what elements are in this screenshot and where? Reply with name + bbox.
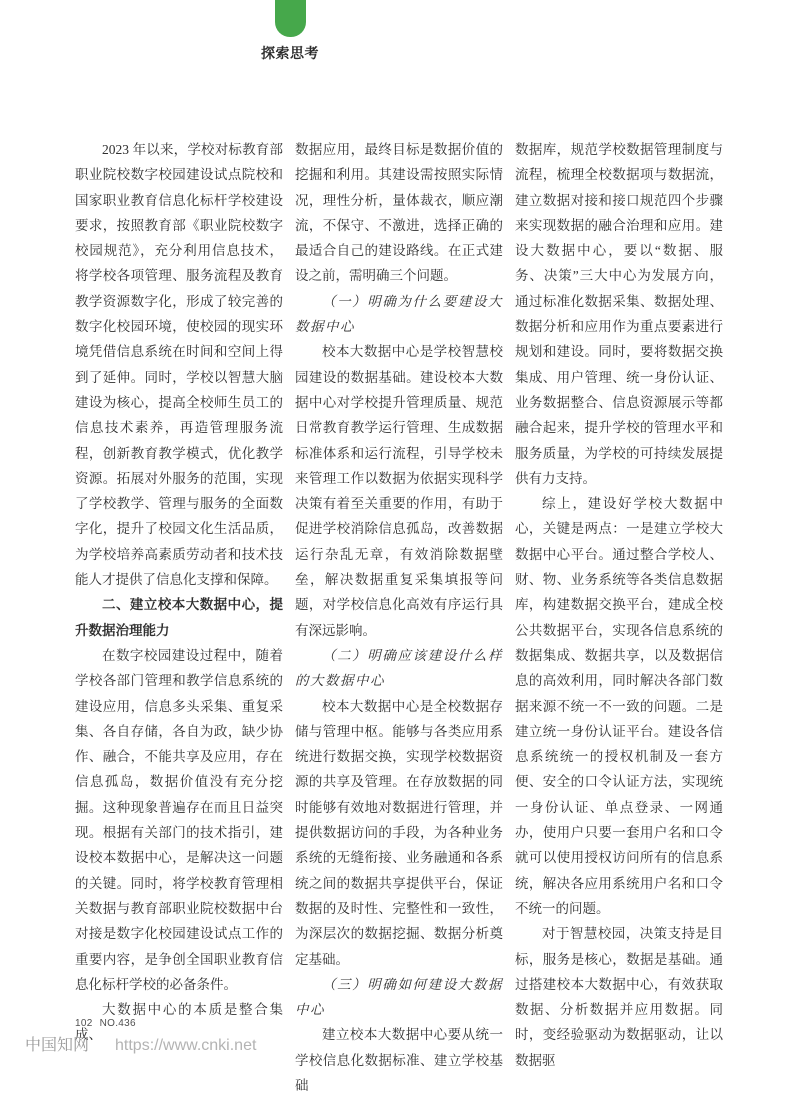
paragraph-start: 建立校本大数据中心要从统一学校信息化数据标准、建立学校基础 xyxy=(295,1027,503,1093)
paragraph-intro: 2023 年以来，学校对标教育部职业院校数字校园建设试点院校和国家职业教育信息化标杆学校建设要求，按照教育部《职业院校数字校园规范》，充分利用信息技术，将学校各项管理、服务流程及教育教学资源数字化，形成了较完善的数字化校园环境，使校园的现实环境凭借信息系统在时间和空间上得到了延伸。同时，学校以智慧大脑建设为核心，提高全校师生员工的信息技术素养，再造管理服务流程，创新教育教学模式，优化教学资源。拓展对外服务的范围，实现了学校教学、管理与服务的全面数字化，提升了校园文化生活品质，为学校培养高素质劳动者和技术技能人才提供了信息化支撑和保障。 xyxy=(75,142,283,588)
paragraph: 在数字校园建设过程中，随着学校各部门管理和教学信息系统的建设应用，信息多头采集、重复采集、各自存储，各自为政，缺少协作、融合，不能共享及应用，存在信息孤岛，数据价值没有充分挖掘。这种现象普遍存在而且日益突现。根据有关部门的技术指引，建设校本数据中心，是解决这一问题的关键。同时，将学校教育管理相关数据与教育部职业院校数据中台对接是数字化校园建设试点工作的重要内容，是争创全国职业教育信息化标杆学校的必备条件。 xyxy=(75,647,283,992)
paragraph: 校本大数据中心是学校智慧校园建设的数据基础。建设校本大数据中心对学校提升管理质量、规范日常教育教学运行管理、生成数据标准体系和运行流程，引导学校未来管理工作以数据为依据实现科学决策有着至关重要的作用，有助于促进学校消除信息孤岛，改善数据运行杂乱无章，有效消除数据壁垒，解决数据重复采集填报等问题，对学校信息化高效有序运行具有深远影响。 xyxy=(295,344,503,638)
subheading-3: （三）明确如何建设大数据中心 xyxy=(295,976,503,1018)
article-body xyxy=(75,137,723,1098)
paragraph: 对于智慧校园，决策支持是目标，服务是核心，数据是基础。通过搭建校本大数据中心，有效获取数据、分析数据并应用数据。同时，变经验驱动为数据驱动，让以数据驱 xyxy=(515,926,723,1068)
page-info xyxy=(75,1018,136,1029)
watermark-site-name: 中国知网 xyxy=(25,1037,90,1054)
paragraph-continuation: 数据应用，最终目标是数据价值的挖掘和利用。其建设需按照实际情况，理性分析，量体裁衣，顺应潮流，不保守、不激进，选择正确的最适合自己的建设路线。在正式建设之前，需明确三个问题。 xyxy=(295,142,503,284)
page-number: 102 xyxy=(75,1018,93,1029)
paragraph-continuation: 数据库，规范学校数据管理制度与流程，梳理全校数据项与数据流，建立数据对接和接口规范四个步骤来实现数据的融合治理和应用。建设大数据中心，要以“数据、服务、决策”三大中心为发展方向，通过标准化数据采集、数据处理、数据分析和应用作为重点要素进行规划和建设。同时，要将数据交换集成、用户管理、统一身份认证、业务数据整合、信息资源展示等都融合起来，提升学校的管理水平和服务质量，为学校的可持续发展提供有力支持。 xyxy=(515,142,723,486)
subheading-1: （一）明确为什么要建设大数据中心 xyxy=(295,293,503,335)
column-2 xyxy=(295,137,503,1098)
subheading-2: （二）明确应该建设什么样的大数据中心 xyxy=(295,647,503,689)
paragraph: 校本大数据中心是全校数据存储与管理中枢。能够与各类应用系统进行数据交换，实现学校数据资源的共享及管理。在存放数据的同时能够有效地对数据进行管理，并提供数据访问的手段，为各种业务系统的无缝衔接、业务融通和各系统之间的数据共享提供平台，保证数据的及时性、完整性和一致性，为深层次的数据挖掘、数据分析奠定基础。 xyxy=(295,698,503,967)
issue-number: NO.436 xyxy=(99,1018,136,1029)
watermark-url: https://www.cnki.net xyxy=(115,1037,257,1054)
column-1 xyxy=(75,137,283,1098)
paragraph: 综上，建设好学校大数据中心，关键是两点：一是建立学校大数据中心平台。通过整合学校人、财、物、业务系统等各类信息数据库，构建数据交换平台，建成全校公共数据平台，实现各信息系统的数据集成、数据共享，以及数据信息的高效利用，同时解决各部门数据来源不统一不一致的问题。二是建立统一身份认证平台。建设各信息系统统一的授权机制及一套方便、安全的口令认证方法，实现统一身份认证、单点登录、一网通办，使用户只要一套用户名和口令就可以使用授权访问所有的信息系统，解决各应用系统用户名和口令不统一的问题。 xyxy=(515,496,723,916)
paragraph-start: 大数据中心的本质是整合集成、 xyxy=(75,1002,283,1043)
section-title: 探索思考 xyxy=(261,45,319,61)
cnki-watermark xyxy=(25,1032,256,1055)
column-3 xyxy=(515,137,723,1098)
section-tab-marker xyxy=(275,0,306,37)
section-heading: 二、建立校本大数据中心，提升数据治理能力 xyxy=(75,597,283,638)
